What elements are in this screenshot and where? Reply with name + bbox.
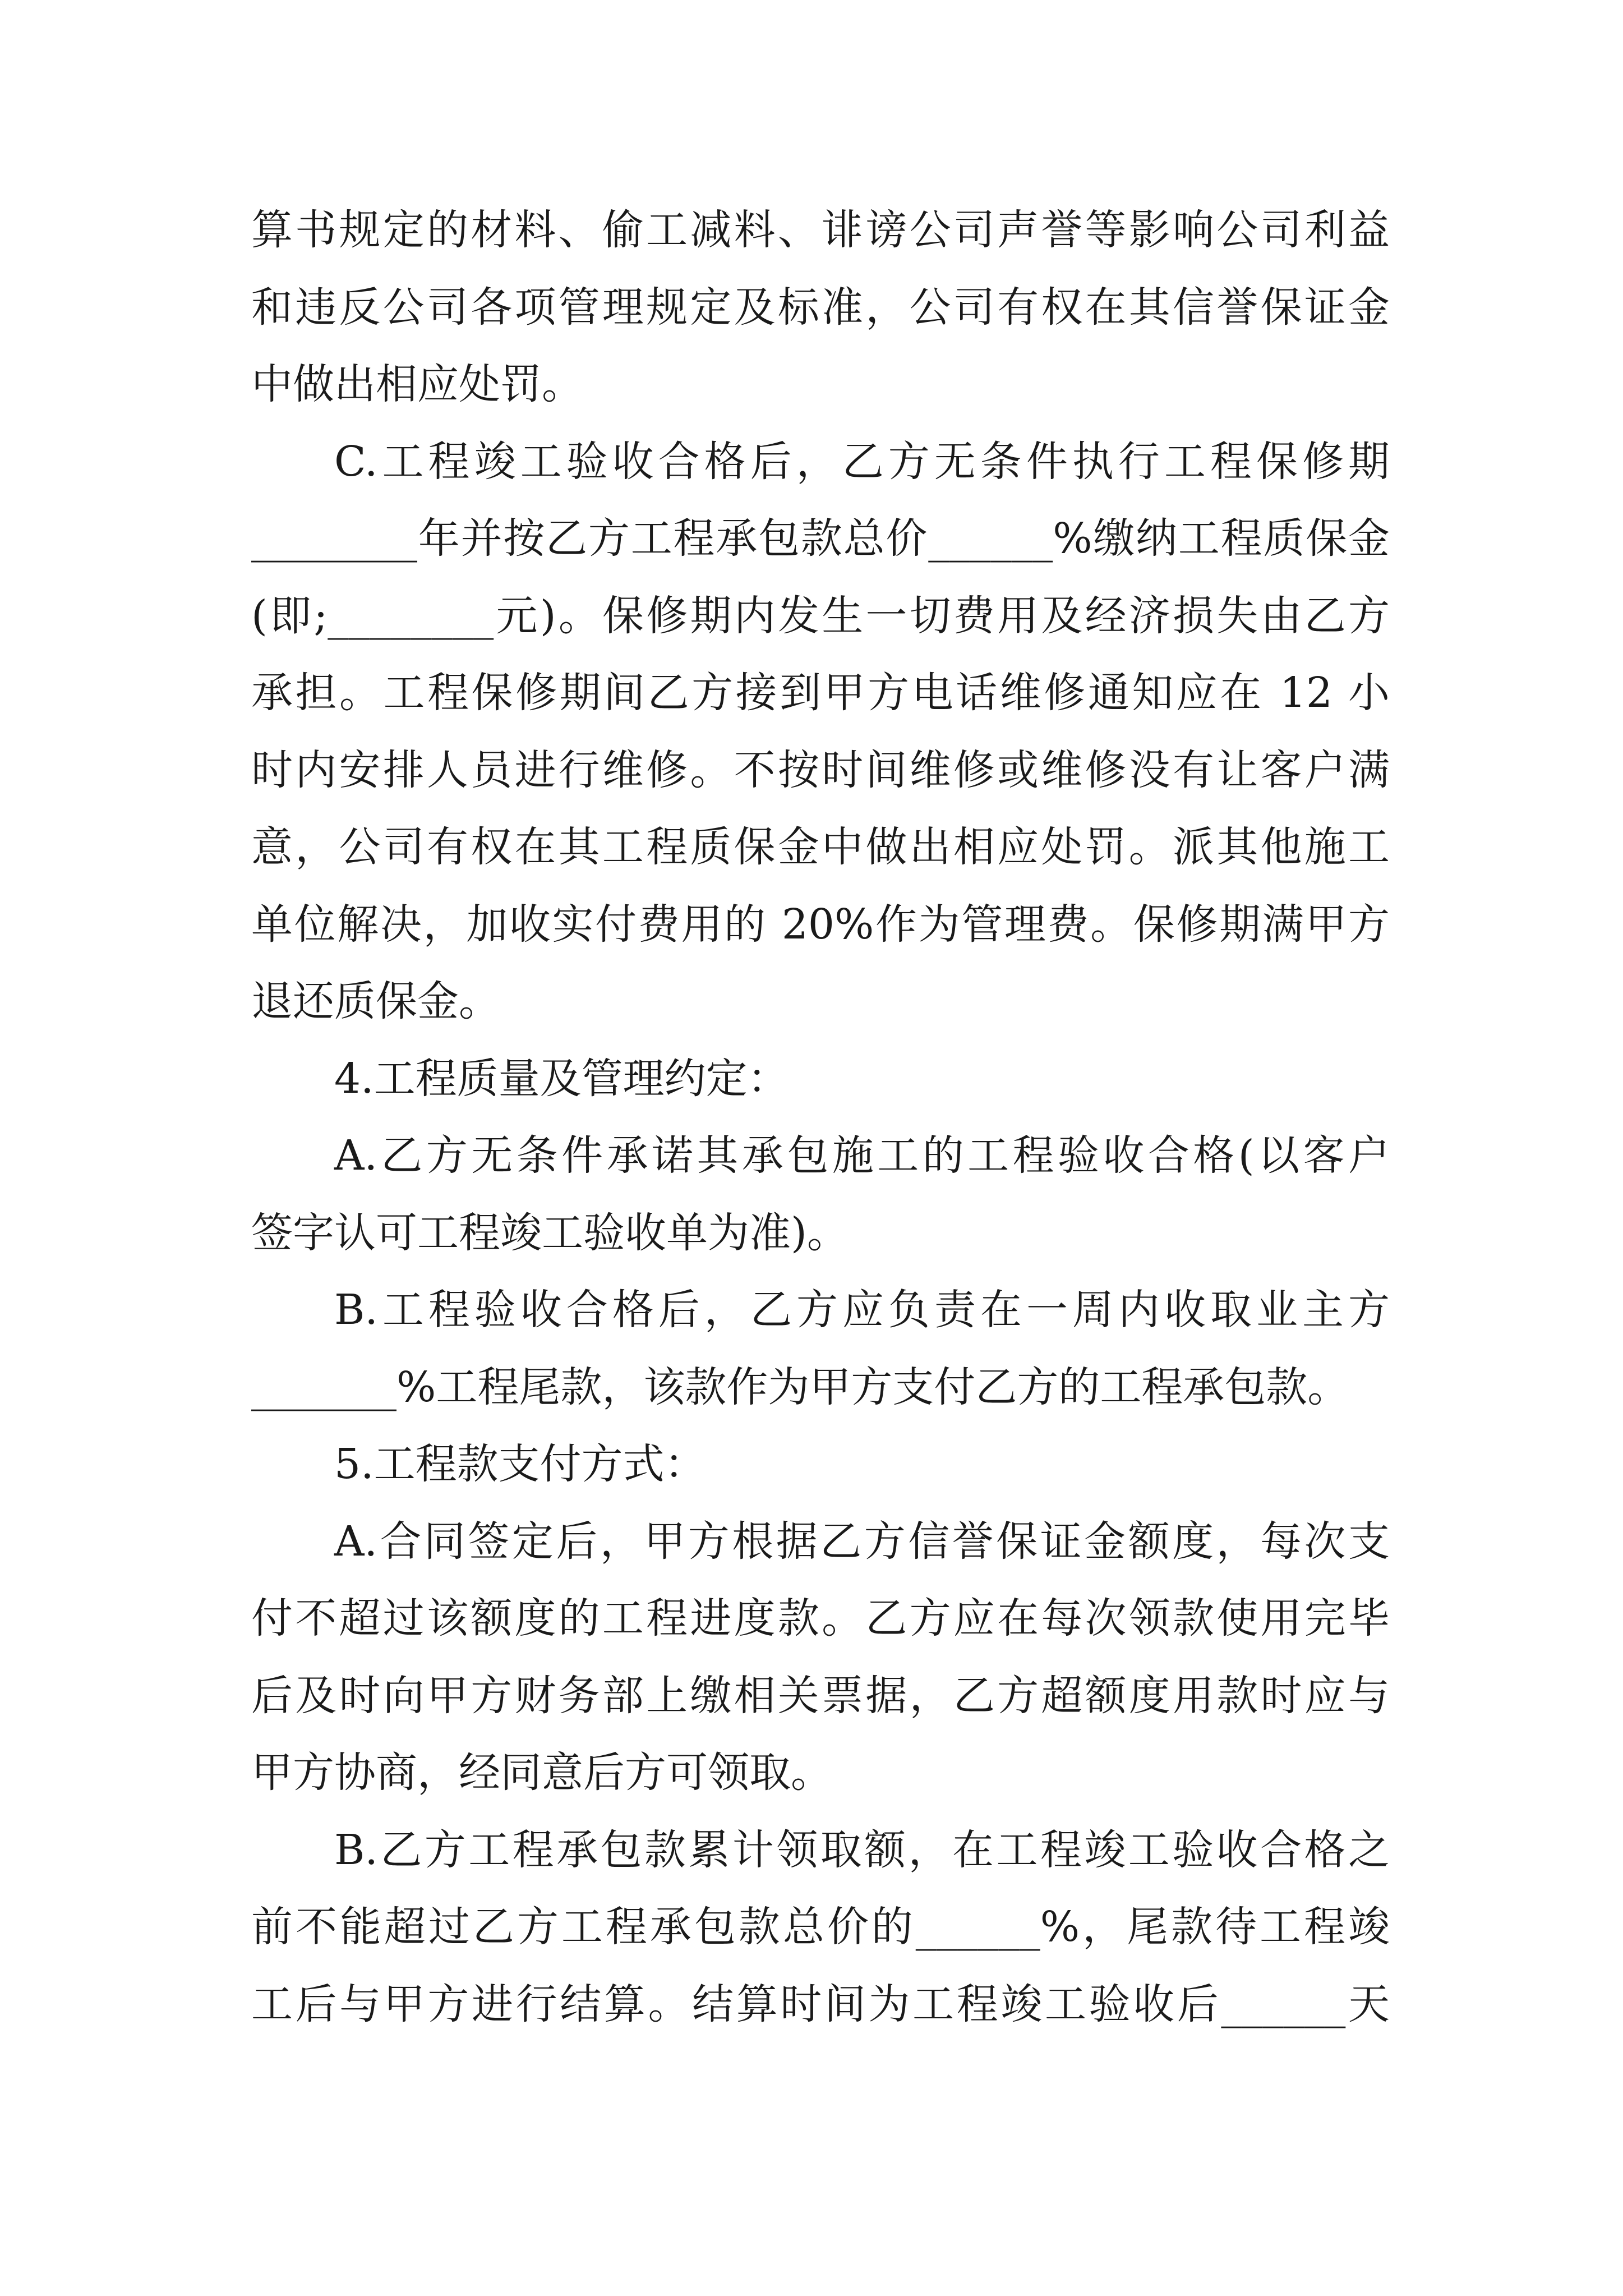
text-line: 签字认可工程竣工验收单为准)。: [251, 1208, 849, 1257]
clause-4b-line: B.工程验收合格后，乙方应负责在一周内收取业主方: [334, 1286, 1390, 1334]
section-5-heading: 5.工程款支付方式：: [334, 1440, 706, 1488]
text-line: _______%工程尾款，该款作为甲方支付乙方的工程承包款。: [251, 1363, 1349, 1411]
text-line: 退还质保金。: [251, 977, 500, 1025]
text-line: 中做出相应处罚。: [251, 360, 583, 408]
section-4-heading: 4.工程质量及管理约定：: [334, 1054, 789, 1103]
clause-5b-line: B.乙方工程承包款累计领取额，在工程竣工验收合格之: [334, 1825, 1390, 1874]
text-line: 承担。工程保修期间乙方接到甲方电话维修通知应在 12 小: [251, 669, 1390, 717]
text-line: (即;________元)。保修期内发生一切费用及经济损失由乙方: [251, 591, 1390, 640]
text-line: 工后与甲方进行结算。结算时间为工程竣工验收后______天: [251, 1980, 1390, 2028]
text-line: 甲方协商，经同意后方可领取。: [251, 1749, 832, 1797]
contract-body-text: [251, 192, 1390, 2043]
text-line: 后及时向甲方财务部上缴相关票据，乙方超额度用款时应与: [251, 1671, 1390, 1720]
clause-5a-line: A.合同签定后，甲方根据乙方信誉保证金额度，每次支: [334, 1517, 1390, 1566]
text-line: 和违反公司各项管理规定及标准，公司有权在其信誉保证金: [251, 283, 1390, 332]
text-line: 时内安排人员进行维修。不按时间维修或维修没有让客户满: [251, 746, 1390, 794]
text-line: 单位解决，加收实付费用的 20%作为管理费。保修期满甲方: [251, 900, 1390, 949]
text-line: 意，公司有权在其工程质保金中做出相应处罚。派其他施工: [251, 823, 1390, 871]
text-line: ________年并按乙方工程承包款总价______%缴纳工程质保金: [251, 514, 1390, 563]
clause-4a-line: A.乙方无条件承诺其承包施工的工程验收合格(以客户: [334, 1131, 1390, 1180]
clause-c-heading-line: C.工程竣工验收合格后，乙方无条件执行工程保修期: [334, 437, 1390, 486]
text-line: 前不能超过乙方工程承包款总价的______%，尾款待工程竣: [251, 1903, 1390, 1951]
text-line: 算书规定的材料、偷工减料、诽谤公司声誉等影响公司利益: [251, 206, 1390, 254]
text-line: 付不超过该额度的工程进度款。乙方应在每次领款使用完毕: [251, 1594, 1390, 1642]
